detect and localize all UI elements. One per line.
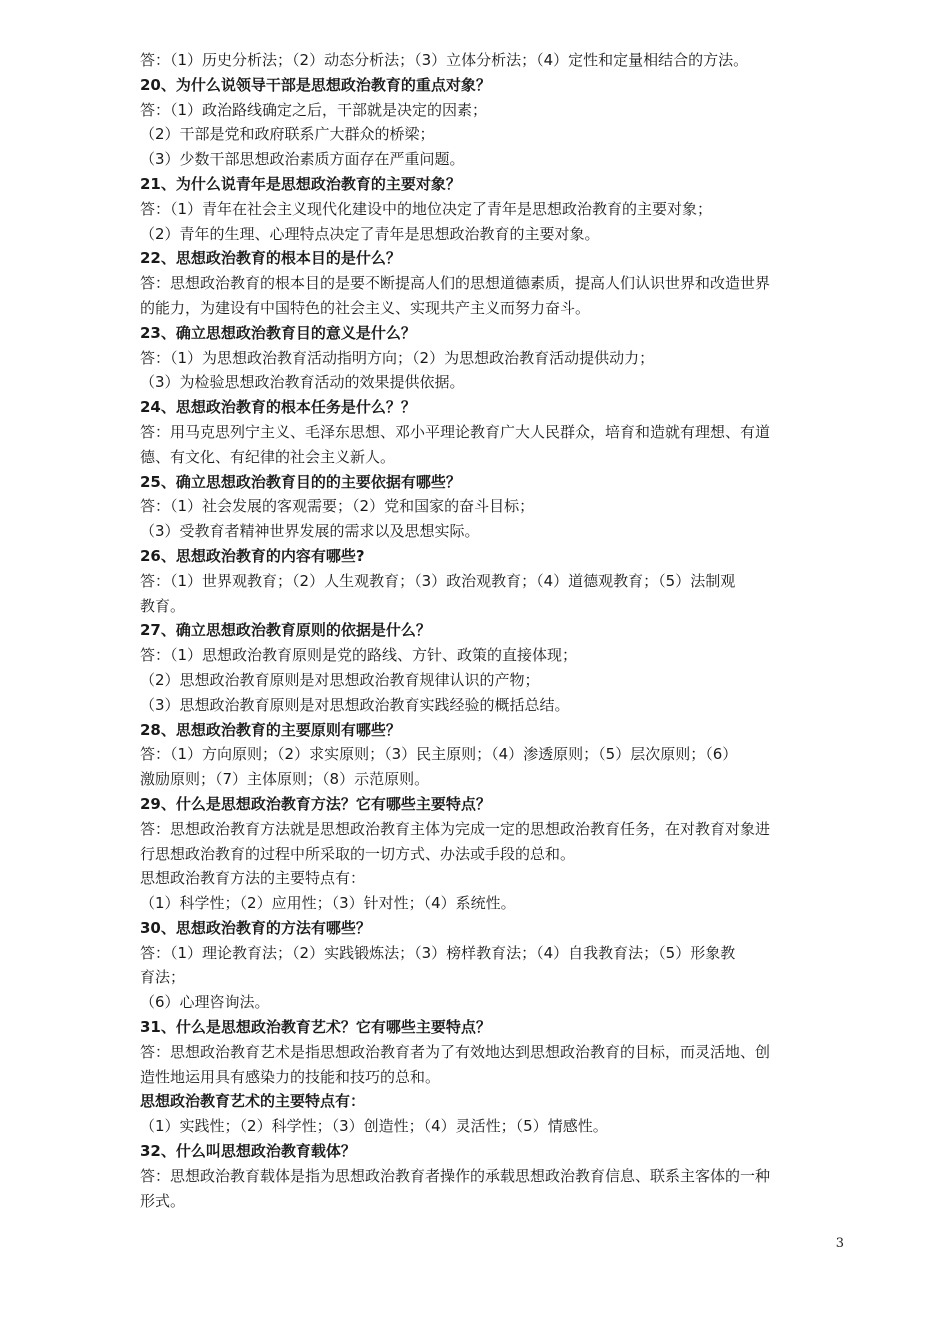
question-heading: 21、为什么说青年是思想政治教育的主要对象？ <box>140 174 461 193</box>
question-heading: 28、思想政治教育的主要原则有哪些？ <box>140 720 401 739</box>
text-line: 造性地运用具有感染力的技能和技巧的总和。 <box>140 1067 441 1086</box>
text-line: 答：（1）青年在社会主义现代化建设中的地位决定了青年是思想政治教育的主要对象； <box>140 199 713 218</box>
text-line: 答：（1）理论教育法；（2）实践锻炼法；（3）榜样教育法；（4）自我教育法；（5）形象教 <box>140 943 736 962</box>
question-heading: 思想政治教育艺术的主要特点有： <box>140 1092 366 1111</box>
text-line: （2）干部是党和政府联系广大群众的桥梁； <box>140 125 435 144</box>
text-line: 答：（1）社会发展的客观需要；（2）党和国家的奋斗目标； <box>140 497 535 516</box>
text-line: 行思想政治教育的过程中所采取的一切方式、办法或手段的总和。 <box>140 844 576 863</box>
text-line: 答：（1）思想政治教育原则是党的路线、方针、政策的直接体现； <box>140 646 578 665</box>
text-line: 答：思想政治教育方法就是思想政治教育主体为完成一定的思想政治教育任务，在对教育对象进 <box>140 819 771 838</box>
text-line: 形式。 <box>140 1191 186 1210</box>
text-line: 答：（1）方向原则；（2）求实原则；（3）民主原则；（4）渗透原则；（5）层次原则；（6） <box>140 745 738 764</box>
text-line: （2）青年的生理、心理特点决定了青年是思想政治教育的主要对象。 <box>140 224 600 243</box>
text-line: （2）思想政治教育原则是对思想政治教育规律认识的产物； <box>140 670 540 689</box>
page-number: 3 <box>835 1236 844 1251</box>
text-line: （3）为检验思想政治教育活动的效果提供依据。 <box>140 373 465 392</box>
text-line: （1）实践性；（2）科学性；（3）创造性；（4）灵活性；（5）情感性。 <box>140 1117 608 1136</box>
text-line: 答：（1）政治路线确定之后，干部就是决定的因素； <box>140 100 488 119</box>
question-heading: 29、什么是思想政治教育方法？它有哪些主要特点？ <box>140 794 491 813</box>
text-line: 答：思想政治教育艺术是指思想政治教育者为了有效地达到思想政治教育的目标，而灵活地、创 <box>140 1042 771 1061</box>
question-heading: 26、思想政治教育的内容有哪些? <box>140 546 365 565</box>
text-line: （3）少数干部思想政治素质方面存在严重问题。 <box>140 150 465 169</box>
text-line: （1）科学性；（2）应用性；（3）针对性；（4）系统性。 <box>140 894 516 913</box>
text-line: （3）思想政治教育原则是对思想政治教育实践经验的概括总结。 <box>140 695 570 714</box>
question-heading: 22、思想政治教育的根本目的是什么？ <box>140 249 401 268</box>
question-heading: 24、思想政治教育的根本任务是什么？？ <box>140 398 416 417</box>
question-heading: 27、确立思想政治教育原则的依据是什么？ <box>140 621 431 640</box>
question-heading: 32、什么叫思想政治教育载体？ <box>140 1142 356 1161</box>
page-content <box>140 48 848 1213</box>
text-line: （3）受教育者精神世界发展的需求以及思想实际。 <box>140 522 480 541</box>
text-line: 答：思想政治教育的根本目的是要不断提高人们的思想道德素质，提高人们认识世界和改造世界 <box>140 274 771 293</box>
question-heading: 23、确立思想政治教育目的意义是什么？ <box>140 323 416 342</box>
text-line: 的能力，为建设有中国特色的社会主义、实现共产主义而努力奋斗。 <box>140 298 591 317</box>
text-line: 德、有文化、有纪律的社会主义新人。 <box>140 447 396 466</box>
text-line: 答：（1）历史分析法；（2）动态分析法；（3）立体分析法；（4）定性和定量相结合的方法。 <box>140 51 749 69</box>
text-line: 思想政治教育方法的主要特点有： <box>140 869 366 888</box>
question-heading: 25、确立思想政治教育目的的主要依据有哪些？ <box>140 472 461 491</box>
question-heading: 30、思想政治教育的方法有哪些？ <box>140 918 371 937</box>
text-line: （6）心理咨询法。 <box>140 993 270 1012</box>
text-line: 答：思想政治教育载体是指为思想政治教育者操作的承载思想政治教育信息、联系主客体的一种 <box>140 1166 771 1185</box>
text-line: 育法； <box>140 968 186 987</box>
text-line: 答：（1）为思想政治教育活动指明方向；（2）为思想政治教育活动提供动力； <box>140 348 655 367</box>
text-line: 答：（1）世界观教育；（2）人生观教育；（3）政治观教育；（4）道德观教育；（5）法制观 <box>140 571 736 590</box>
text-line: 答：用马克思列宁主义、毛泽东思想、邓小平理论教育广大人民群众，培育和造就有理想、有道 <box>140 422 771 441</box>
question-heading: 31、什么是思想政治教育艺术？它有哪些主要特点？ <box>140 1018 491 1037</box>
text-line: 激励原则；（7）主体原则；（8）示范原则。 <box>140 770 430 789</box>
text-line: 教育。 <box>140 596 186 615</box>
question-heading: 20、为什么说领导干部是思想政治教育的重点对象？ <box>140 75 491 94</box>
